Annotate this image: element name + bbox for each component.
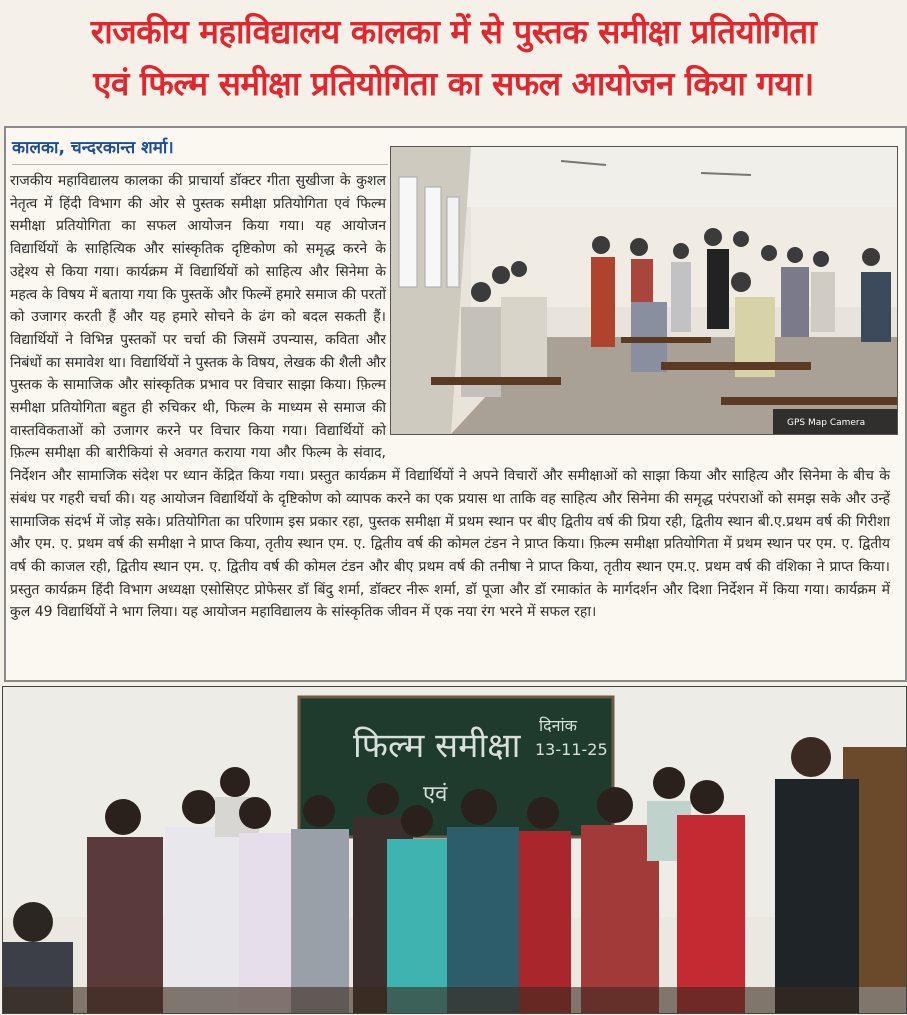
board-connector: एवं [423,782,448,807]
article-box [4,126,907,682]
board-title: फिल्म समीक्षा [353,726,521,766]
article-body-text: राजकीय महाविद्यालय कालका की प्राचार्या डॉक्टर गीता सुखीजा के कुशल नेतृत्व में हिंदी विभाग की ओर से पुस्तक समीक्षा प्रतियोगिता एवं फिल्म समीक्षा प्रतियोगिता का सफल आयोजन किया गया। यह आयोजन विद्यार्थियों के साहित्यिक और सांस्कृतिक दृष्टिकोण को समृद्ध करने के उद्देश्य से किया गया। कार्यक्रम में विद्यार्थियों को साहित्य और सिनेमा के महत्व के विषय में बताया गया कि पुस्तकें और फिल्में हमारे समाज की परतों को उजागर करती हैं और यह हमारे सोचने के ढंग को बदल सकती हैं। विद्यार्थियों ने विभिन्न पुस्तकों पर चर्चा की जिसमें उपन्यास, कविता और निबंधों का समावेश था। विद्यार्थियों ने पुस्तक के विषय, लेखक की शैली और पुस्तक के सामाजिक और सांस्कृतिक प्रभाव पर विचार साझा किया। फ़िल्म समीक्षा प्रतियोगिता बहुत ही रुचिकर थी, फिल्म के माध्यम से समाज की वास्तविकताओं को उजागर करने पर विचार किया गया। विद्यार्थियों को फ़िल्म समीक्षा की बारीकियां से अवगत कराया गया और फिल्म के संवाद, निर्देशन और सामाजिक संदेश पर ध्यान केंद्रित किया गया। प्रस्तुत कार्यक्रम में विद्यार्थियों ने अपने विचारों और समीक्षाओं को साझा किया और साहित्य और सिनेमा के बीच के संबंध पर गहरी चर्चा की। यह आयोजन विद्यार्थियों के दृष्टिकोण को व्यापक करने का एक प्रयास था ताकि वह साहित्य और सिनेमा की समृद्ध परंपराओं को समझ सके और उन्हें सामाजिक संदर्भ में जोड़ सके। प्रतियोगिता का परिणाम इस प्रकार रहा, पुस्तक समीक्षा में प्रथम स्थान पर बीए द्वितीय वर्ष की प्रिया रही, द्वितीय स्थान बी.ए.प्रथम वर्ष की गिरीशा और एम. ए. प्रथम वर्ष की समीक्षा ने प्राप्त किया, तृतीय स्थान एम. ए. द्वितीय वर्ष की कोमल टंडन ने प्राप्त किया। फ़िल्म समीक्षा प्रतियोगिता में प्रथम स्थान पर एम. ए. द्वितीय वर्ष की काजल रही, द्वितीय स्थान एम. ए. द्वितीय वर्ष की कोमल टंडन और बीए प्रथम वर्ष की तनीषा ने प्राप्त किया, तृतीय स्थान एम.ए. प्रथम वर्ष की वंशिका ने प्राप्त किया। प्रस्तुत कार्यक्रम हिंदी विभाग अध्यक्षा एसोसिएट प्रोफेसर डॉ बिंदु शर्मा, डॉक्टर नीरू शर्मा, डॉ पूजा और डॉ रमाकांत के मार्गदर्शन और दिशा निर्देशन में किया गया। कार्यक्रम में कुल 49 विद्यार्थियों ने भाग लिया। यह आयोजन महाविद्यालय के सांस्कृतिक जीवन में एक नया रंग भरने में सफल रहा। [10,173,890,621]
headline-line-1: राजकीय महाविद्यालय कालका में से पुस्तक समीक्षा प्रतियोगिता [90,12,817,51]
gps-watermark: GPS Map Camera [787,418,866,428]
group-photo-image [3,687,906,1013]
headline [0,0,907,118]
board-date: 13-11-25 [535,740,608,759]
headline-line-2: एवं फिल्म समीक्षा प्रतियोगिता का सफल आयोजन किया गया। [93,64,814,103]
group-photo [2,686,907,1014]
classroom-photo-image [391,147,897,434]
classroom-photo [390,146,898,435]
board-date-label: दिनांक [539,716,577,735]
byline: कालका, चन्दरकान्त शर्मा। [12,138,174,158]
byline-divider [12,164,388,165]
